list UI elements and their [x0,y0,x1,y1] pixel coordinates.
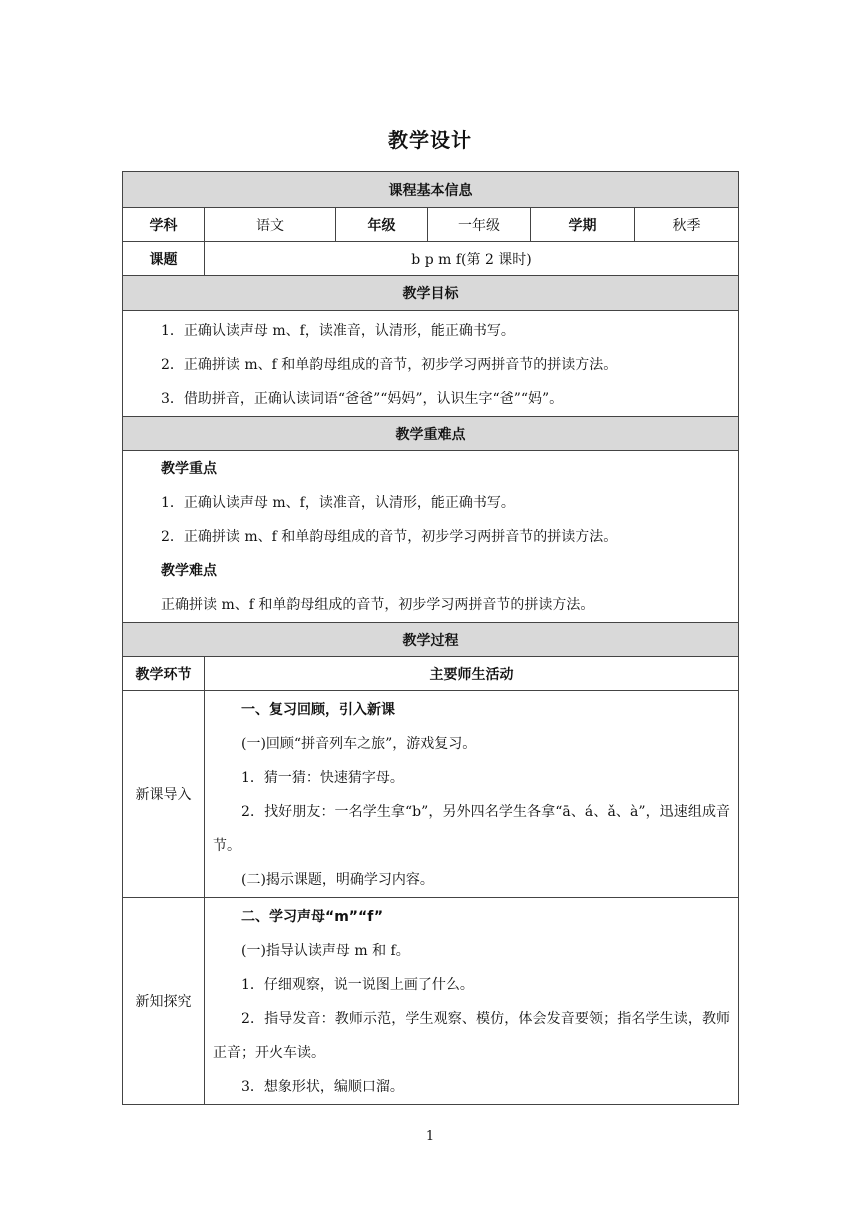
page-number: 1 [425,1129,435,1144]
grade-label: 年级 [336,208,428,242]
objectives-body [123,311,739,417]
basic-info-header: 课程基本信息 [123,172,739,208]
stage-column-header: 教学环节 [123,657,205,691]
objectives-header: 教学目标 [123,276,739,311]
activity-line: 2．指导发音：教师示范，学生观察、模仿，体会发音要领；指名学生读，教师正音；开火车读。 [213,1011,731,1061]
key-points-body [123,451,739,623]
stage-heading: 一、复习回顾，引入新课 [241,702,395,718]
focus-title: 教学重点 [161,461,217,477]
process-header: 教学过程 [123,623,739,657]
activity-line: 1．仔细观察，说一说图上画了什么。 [241,977,474,993]
stage-heading: 二、学习声母“m”“f” [241,909,384,925]
difficulty-title: 教学难点 [161,563,217,579]
grade-value: 一年级 [428,208,531,242]
stage-activities [205,898,739,1105]
focus-item: 1．正确认读声母 m、f，读准音，认清形，能正确书写。 [161,495,515,511]
activity-line: 2．找好朋友：一名学生拿“b”，另外四名学生各拿“ā、á、ǎ、à”，迅速组成音节。 [213,804,731,854]
focus-item: 2．正确拼读 m、f 和单韵母组成的音节，初步学习两拼音节的拼读方法。 [161,529,618,545]
term-value: 秋季 [635,208,739,242]
document-title: 教学设计 [388,128,472,152]
subject-label: 学科 [123,208,205,242]
activity-line: (一)指导认读声母 m 和 f。 [241,943,410,959]
key-points-header: 教学重难点 [123,417,739,451]
subject-value: 语文 [205,208,336,242]
stage-activities [205,691,739,898]
activity-line: 3．想象形状，编顺口溜。 [241,1079,404,1095]
activity-line: (二)揭示课题，明确学习内容。 [241,872,434,888]
objective-item: 3．借助拼音，正确认读词语“爸爸”“妈妈”，认识生字“爸”“妈”。 [161,391,564,407]
activity-line: (一)回顾“拼音列车之旅”，游戏复习。 [241,736,477,752]
lesson-plan-table [122,171,739,1105]
objective-item: 1．正确认读声母 m、f，读准音，认清形，能正确书写。 [161,323,515,339]
topic-label: 课题 [123,242,205,276]
stage-name: 新课导入 [123,691,205,898]
topic-value: b p m f(第 2 课时) [205,242,739,276]
stage-name: 新知探究 [123,898,205,1105]
activity-column-header: 主要师生活动 [205,657,739,691]
difficulty-text: 正确拼读 m、f 和单韵母组成的音节，初步学习两拼音节的拼读方法。 [161,597,595,613]
objective-item: 2．正确拼读 m、f 和单韵母组成的音节，初步学习两拼音节的拼读方法。 [161,357,618,373]
activity-line: 1．猜一猜：快速猜字母。 [241,770,404,786]
term-label: 学期 [531,208,635,242]
